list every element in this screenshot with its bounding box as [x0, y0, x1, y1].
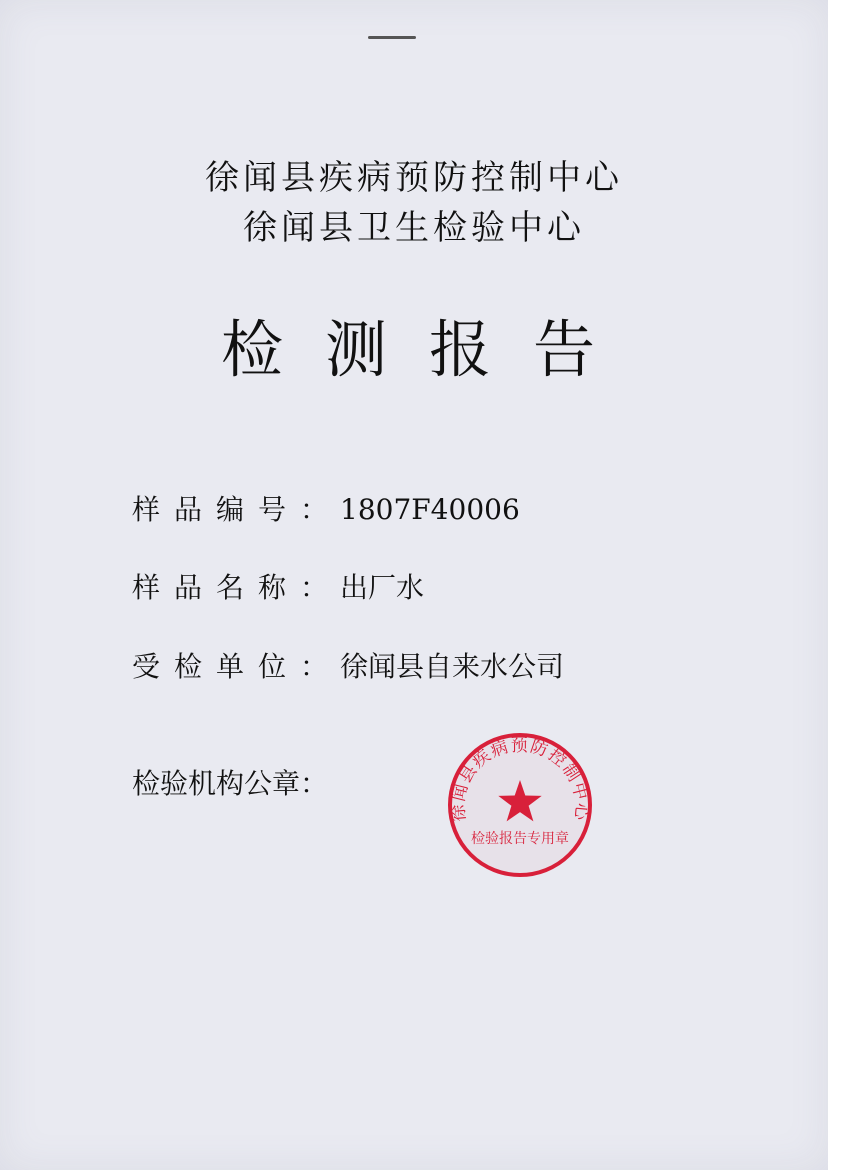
inspected-unit-label: 受检单位： [132, 650, 343, 683]
svg-text:徐闻县疾病预防控制中心: 徐闻县疾病预防控制中心 [448, 735, 592, 823]
organization-name-line-1: 徐闻县疾病预防控制中心 [205, 158, 623, 198]
sample-number-label: 样品编号： [132, 493, 343, 526]
scan-mark [368, 36, 416, 39]
organization-name-line-2: 徐闻县卫生检验中心 [243, 208, 585, 248]
sample-name-row [132, 566, 424, 606]
report-title: 检测报告 [220, 313, 637, 386]
official-seal-label: 检验机构公章： [132, 767, 329, 800]
official-seal-stamp [445, 730, 595, 880]
scan-margin [828, 0, 850, 1170]
sample-number-row [132, 488, 520, 528]
sample-number-value: 1807F40006 [340, 493, 520, 526]
sample-name-value: 出厂水 [340, 571, 425, 604]
inspected-unit-value: 徐闻县自来水公司 [340, 650, 565, 683]
svg-text:检验报告专用章: 检验报告专用章 [471, 831, 569, 847]
sample-name-label: 样品名称： [132, 571, 343, 604]
inspected-unit-row [132, 645, 564, 685]
